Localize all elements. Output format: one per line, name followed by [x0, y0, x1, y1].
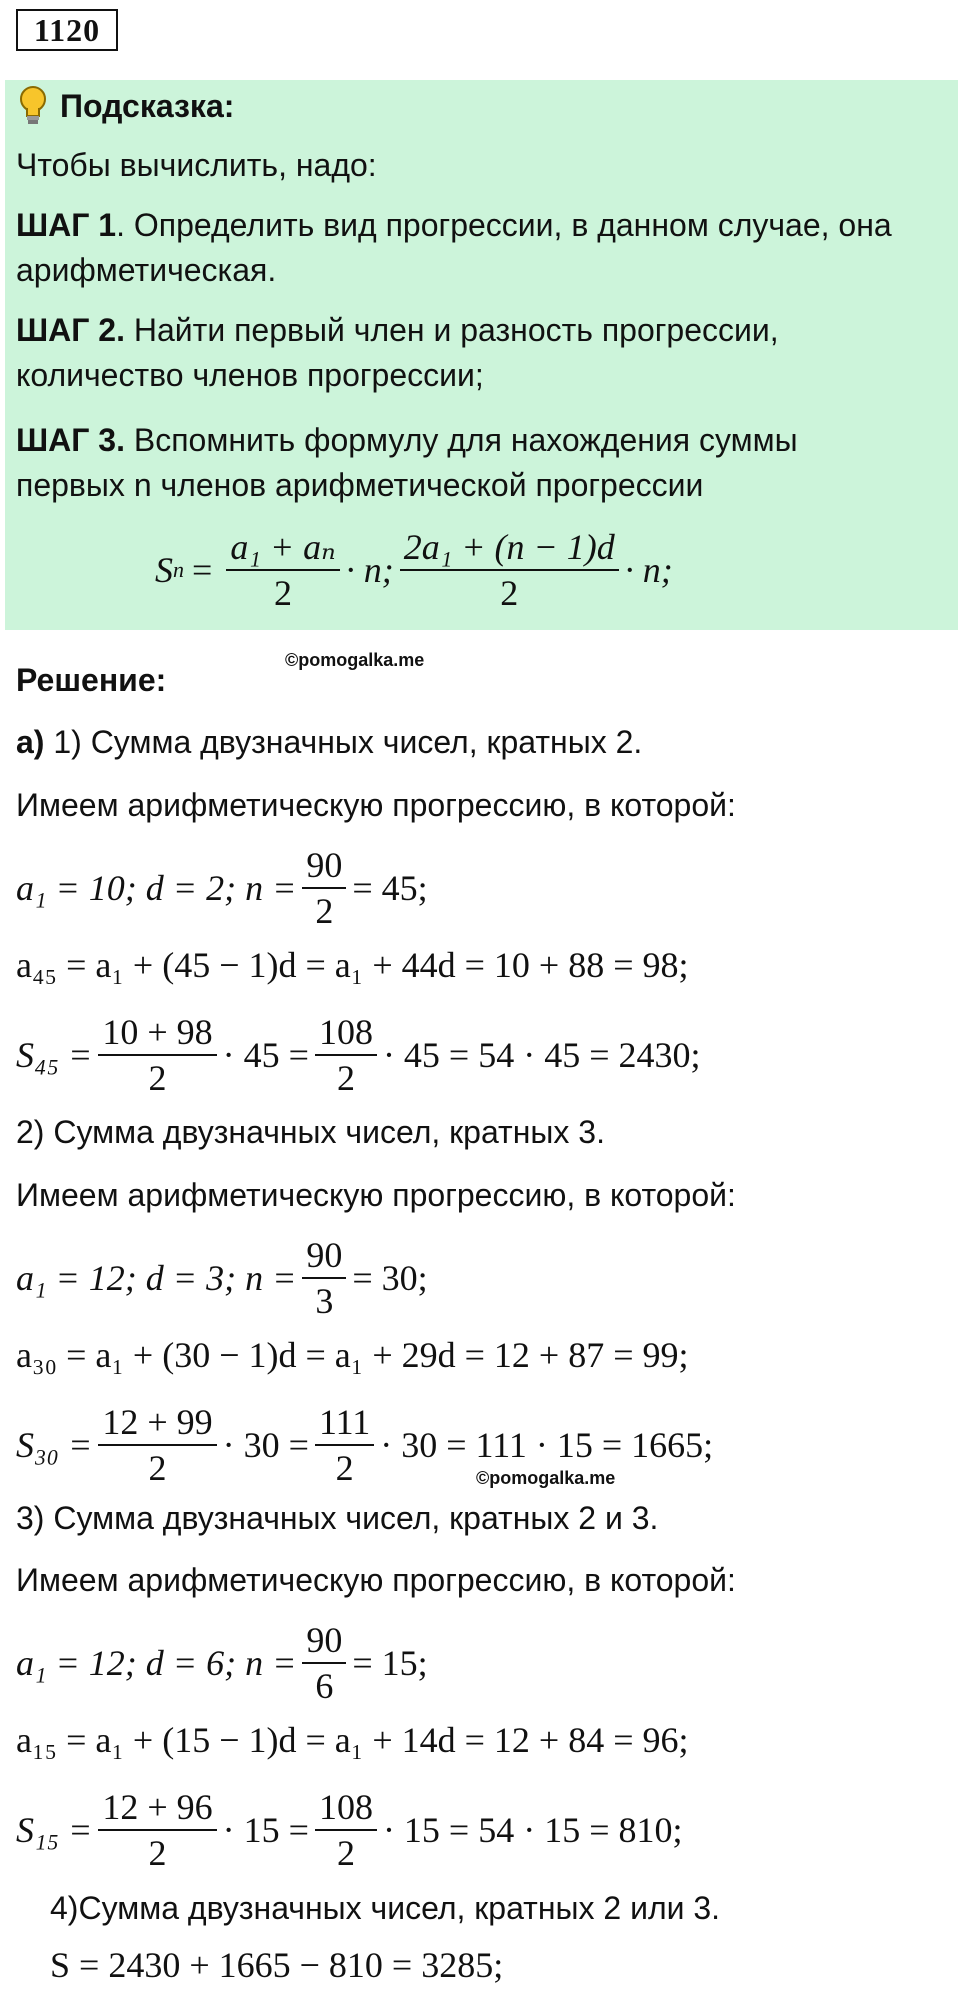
task-number: 1120 — [16, 9, 118, 51]
watermark-2: ©pomogalka.me — [476, 1468, 616, 1488]
case1-intro: Имеем арифметическую прогрессию, в которой: — [16, 787, 736, 823]
case1-line3: S₄₅ = $\frac{10 + 98}{2}$ · 45 = $\frac{108}{2}$ · 45 = 54 · 45 = 2430; — [16, 1012, 701, 1098]
watermark: ©pomogalka.me — [285, 650, 425, 670]
solution-title: Решение: — [16, 662, 167, 698]
hint-step2 — [16, 310, 944, 350]
step3-text: Вспомнить формулу для нахождения суммы — [124, 422, 798, 458]
case3-title: 3) Сумма двузначных чисел, кратных 2 и 3. — [16, 1500, 659, 1536]
hint-step3-cont: первых n членов арифметической прогрессии — [16, 467, 704, 503]
case4-title: 4)Сумма двузначных чисел, кратных 2 или 3. — [50, 1890, 721, 1926]
case1-line2: a₄₅ = a₁ + (45 − 1)d = a₁ + 44d = 10 + 88 = 98; — [16, 945, 689, 985]
case2-title: 2) Сумма двузначных чисел, кратных 3. — [16, 1114, 605, 1150]
hint-step1 — [16, 205, 944, 245]
case3-line1: a₁ = 12; d = 6; n = $\frac{90}{6}$ = 15; — [16, 1620, 428, 1706]
hint-step1-cont: арифметическая. — [16, 252, 277, 288]
case2-line1: a₁ = 12; d = 3; n = $\frac{90}{3}$ = 30; — [16, 1235, 428, 1321]
case3-intro: Имеем арифметическую прогрессию, в которой: — [16, 1562, 736, 1598]
hint-title: Подсказка: — [60, 88, 235, 124]
step1-label: ШАГ 1 — [16, 207, 117, 243]
step2-label: ШАГ 2. — [16, 312, 125, 348]
case1-line1: a₁ = 10; d = 2; n = $\frac{90}{2}$ = 45; — [16, 845, 428, 931]
part-a-label: а) — [16, 724, 45, 760]
hint-intro: Чтобы вычислить, надо: — [16, 147, 377, 183]
formula-s: S — [155, 550, 173, 590]
case2-line3: S₃₀ = $\frac{12 + 99}{2}$ · 30 = $\frac{111}{2}$ · 30 = 111 · 15 = 1665; — [16, 1402, 714, 1488]
step2-text: Найти первый член и разность прогрессии, — [124, 312, 779, 348]
case4-result: S = 2430 + 1665 − 810 = 3285; — [50, 1945, 504, 1985]
hint-step2-cont: количество членов прогрессии; — [16, 357, 484, 393]
case2-line2: a₃₀ = a₁ + (30 − 1)d = a₁ + 29d = 12 + 87 = 99; — [16, 1335, 689, 1375]
case3-line2: a₁₅ = a₁ + (15 − 1)d = a₁ + 14d = 12 + 84 = 96; — [16, 1720, 689, 1760]
hint-step3 — [16, 420, 944, 460]
hint-formula — [155, 520, 673, 620]
formula-sub-n: n — [173, 557, 184, 582]
step3-label: ШАГ 3. — [16, 422, 125, 458]
formula-fraction-1: $\frac{\text{a₁ + aₙ}}{2}$ — [226, 525, 339, 615]
case1-title: а) 1) Сумма двузначных чисел, кратных 2. — [16, 724, 643, 760]
formula-fraction-2: $\frac{\text{2a₁ + (n − 1)d}}{2}$ — [400, 525, 619, 615]
lightbulb-icon — [16, 84, 50, 128]
formula-end: · n; — [624, 550, 673, 590]
formula-eq: = — [192, 550, 213, 590]
case2-intro: Имеем арифметическую прогрессию, в которой: — [16, 1177, 736, 1213]
case3-line3: S₁₅ = $\frac{12 + 96}{2}$ · 15 = $\frac{108}{2}$ · 15 = 54 · 15 = 810; — [16, 1787, 683, 1873]
step1-text: . Определить вид прогрессии, в данном случае, она — [116, 207, 892, 243]
formula-mid: · n; — [345, 550, 394, 590]
